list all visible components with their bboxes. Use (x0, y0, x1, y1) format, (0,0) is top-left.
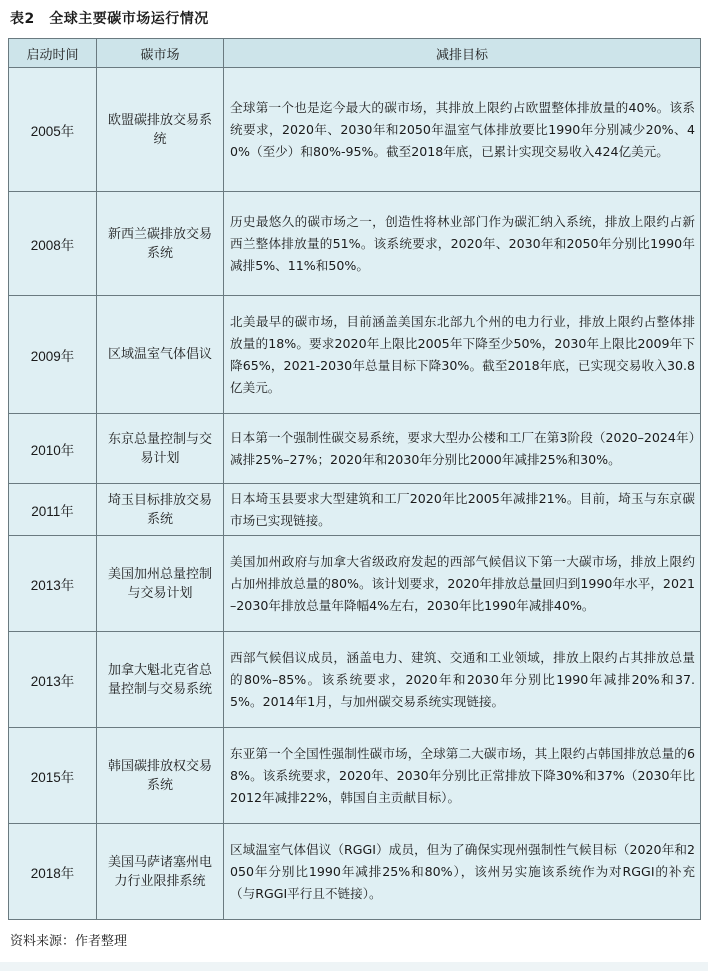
row-goal: 区域温室气体倡议（RGGI）成员，但为了确保实现州强制性气候目标（2020年和2050年分别比1990年减排25%和80%），该州另实施该系统作为对RGGI的补充（与RGGI平行且不链接）。 (224, 824, 701, 920)
row-goal: 美国加州政府与加拿大省级政府发起的西部气候倡议下第一大碳市场，排放上限约占加州排放总量的80%。该计划要求，2020年排放总量回归到1990年水平，2021–2030年排放总量年降幅4%左右，2030年比1990年减排40%。 (224, 536, 701, 632)
row-goal: 日本埼玉县要求大型建筑和工厂2020年比2005年减排21%。目前，埼玉与东京碳市场已实现链接。 (224, 484, 701, 536)
table-row (9, 484, 701, 536)
row-market: 欧盟碳排放交易系统 (97, 68, 224, 192)
row-goal: 全球第一个也是迄今最大的碳市场，其排放上限约占欧盟整体排放量的40%。该系统要求，2020年、2030年和2050年温室气体排放要比1990年分别减少20%、40%（至少）和80%-95%。截至2018年底，已累计实现交易收入424亿美元。 (224, 68, 701, 192)
header-start-time: 启动时间 (9, 39, 97, 68)
row-market: 加拿大魁北克省总量控制与交易系统 (97, 632, 224, 728)
table-row (9, 632, 701, 728)
row-year: 2010年 (9, 414, 97, 484)
row-goal: 西部气候倡议成员，涵盖电力、建筑、交通和工业领域，排放上限约占其排放总量的80%–85%。该系统要求，2020年和2030年分别比1990年减排20%和37.5%。2014年1月，与加州碳交易系统实现链接。 (224, 632, 701, 728)
table-row (9, 296, 701, 414)
table-caption: 表2 全球主要碳市场运行情况 (10, 11, 209, 27)
row-year: 2011年 (9, 484, 97, 536)
table-row (9, 728, 701, 824)
row-year: 2013年 (9, 536, 97, 632)
row-goal: 北美最早的碳市场，目前涵盖美国东北部九个州的电力行业，排放上限约占整体排放量的18%。要求2020年上限比2005年下降至少50%，2030年上限比2009年下降65%，2021-2030年总量目标下降30%。截至2018年底，已实现交易收入30.8亿美元。 (224, 296, 701, 414)
row-goal: 日本第一个强制性碳交易系统，要求大型办公楼和工厂在第3阶段（2020–2024年）减排25%–27%；2020年和2030年分别比2000年减排25%和30%。 (224, 414, 701, 484)
row-market: 区域温室气体倡议 (97, 296, 224, 414)
row-year: 2009年 (9, 296, 97, 414)
table-header-row (9, 39, 701, 68)
row-year: 2018年 (9, 824, 97, 920)
bottom-divider (0, 962, 708, 971)
table-row (9, 414, 701, 484)
table-row (9, 68, 701, 192)
carbon-market-table (8, 38, 701, 920)
source-note: 资料来源：作者整理 (10, 934, 128, 949)
header-goal: 减排目标 (224, 39, 701, 68)
row-market: 东京总量控制与交易计划 (97, 414, 224, 484)
row-year: 2008年 (9, 192, 97, 296)
row-year: 2015年 (9, 728, 97, 824)
table-row (9, 192, 701, 296)
header-market: 碳市场 (97, 39, 224, 68)
table-row (9, 824, 701, 920)
row-market: 韩国碳排放权交易系统 (97, 728, 224, 824)
row-year: 2013年 (9, 632, 97, 728)
row-market: 美国加州总量控制与交易计划 (97, 536, 224, 632)
row-market: 埼玉目标排放交易系统 (97, 484, 224, 536)
table-row (9, 536, 701, 632)
row-year: 2005年 (9, 68, 97, 192)
row-market: 美国马萨诸塞州电力行业限排系统 (97, 824, 224, 920)
row-market: 新西兰碳排放交易系统 (97, 192, 224, 296)
row-goal: 东亚第一个全国性强制性碳市场，全球第二大碳市场，其上限约占韩国排放总量的68%。该系统要求，2020年、2030年分别比正常排放下降30%和37%（2030年比2012年减排22%，韩国自主贡献目标）。 (224, 728, 701, 824)
row-goal: 历史最悠久的碳市场之一，创造性将林业部门作为碳汇纳入系统，排放上限约占新西兰整体排放量的51%。该系统要求，2020年、2030年和2050年分别比1990年减排5%、11%和50%。 (224, 192, 701, 296)
